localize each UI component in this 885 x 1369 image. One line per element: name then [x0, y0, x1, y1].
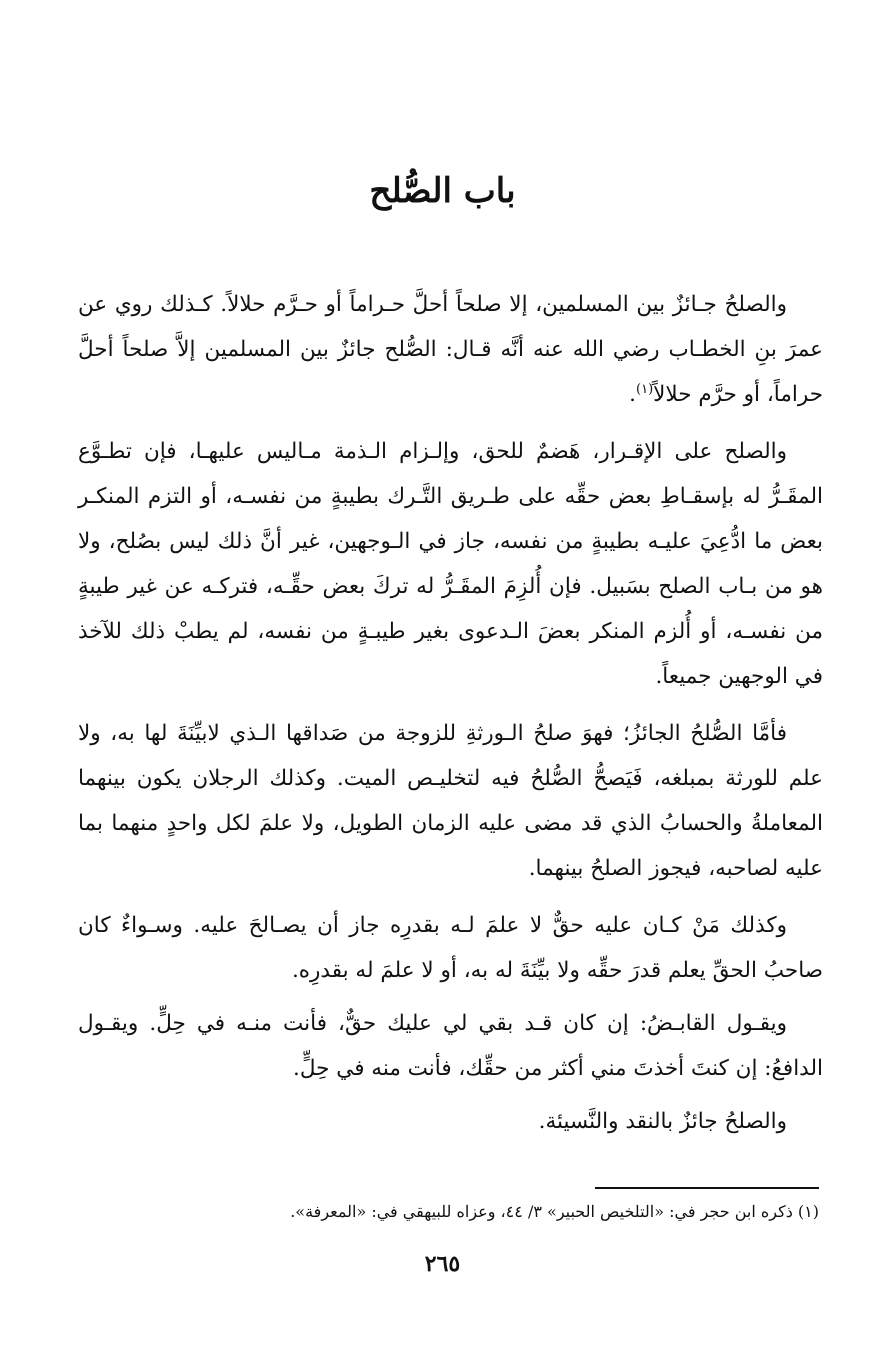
footnote-divider: [595, 1187, 819, 1189]
main-text: [78, 282, 823, 1156]
chapter-title: باب الصُّلح: [369, 171, 516, 211]
paragraph-4: وكذلك مَنْ كـان عليه حقٌّ لا علمَ لـه بقدرِه جاز أن يصـالحَ عليه. وسـواءٌ كان صاحبُ الحقِّ يعلم قدرَ حقِّه ولا بيِّنَةَ له به، أو لا علمَ له بقدرِه.: [78, 913, 823, 983]
paragraph-2: والصلح على الإقـرار، هَضمٌ للحق، وإلـزام الـذمة مـاليس عليهـا، فإن تطـوَّع المقَـرُّ له بإسقـاطِ بعض حقِّه على طـريق التَّـرك بطيبةٍ من نفسـه، أو التزم المنكـر بعض ما ادُّعِيَ عليـه بطيبةٍ من نفسه، جاز في الـوجهين، غير أنَّ ذلك ليس بصُلح، ولا هو من بـاب الصلح بسَبيل. فإن أُلزِمَ المقَـرُّ له تركَ بعض حقِّـه، فتركـه عن غير طيبةٍ من نفسـه، أو أُلزم المنكر بعضَ الـدعوى بغير طيبـةٍ من نفسه، لم يطبْ ذلك للآخذ في الوجهين جميعاً.: [78, 439, 823, 689]
paragraph-1: [78, 282, 823, 417]
paragraph-3: فأمَّا الصُّلحُ الجائزُ؛ فهوَ صلحُ الـورثةِ للزوجة من صَداقها الـذي لابيِّنَةَ لها به، ولا علم للورثة بمبلغه، فَيَصحُّ الصُّلحُ فيه لتخليـص الميت. وكذلك الرجلان يكون بينهما المعاملةُ والحسابُ الذي قد مضى عليه الزمان الطويل، ولا علمَ لكل واحدٍ منهما بما عليه لصاحبه، فيجوز الصلحُ بينهما.: [78, 721, 823, 881]
page-number: ٢٦٥: [424, 1251, 461, 1277]
paragraph-1-text: والصلحُ جـائزٌ بين المسلمين، إلا صلحاً أحلَّ حـراماً أو حـرَّم حلالاً. كـذلك روي عن عمرَ بنِ الخطـاب رضي الله عنه أنَّه قـال: الصُّلح جائزٌ بين المسلمين إلاَّ صلحاً أحلَّ حراماً، أو حرَّم حلالاً: [78, 292, 823, 407]
paragraph-1-end: .: [629, 382, 637, 407]
footnote: (١) ذكره ابن حجر في: «التلخيص الحبير» ٣/ ٤٤، وعزاه للبيهقي في: «المعرفة».: [290, 1202, 819, 1221]
paragraph-6: والصلحُ جائزٌ بالنقد والنَّسيئة.: [538, 1109, 787, 1134]
paragraph-5: ويقـول القابـضُ: إن كان قـد بقي لي عليك حقٌّ، فأنت منـه في حِلٍّ. ويقـول الدافعُ: إن كنتَ أخذتَ مني أكثر من حقِّك، فأنت منه في حِلٍّ.: [78, 1011, 823, 1081]
footnote-reference: (١): [636, 381, 654, 397]
